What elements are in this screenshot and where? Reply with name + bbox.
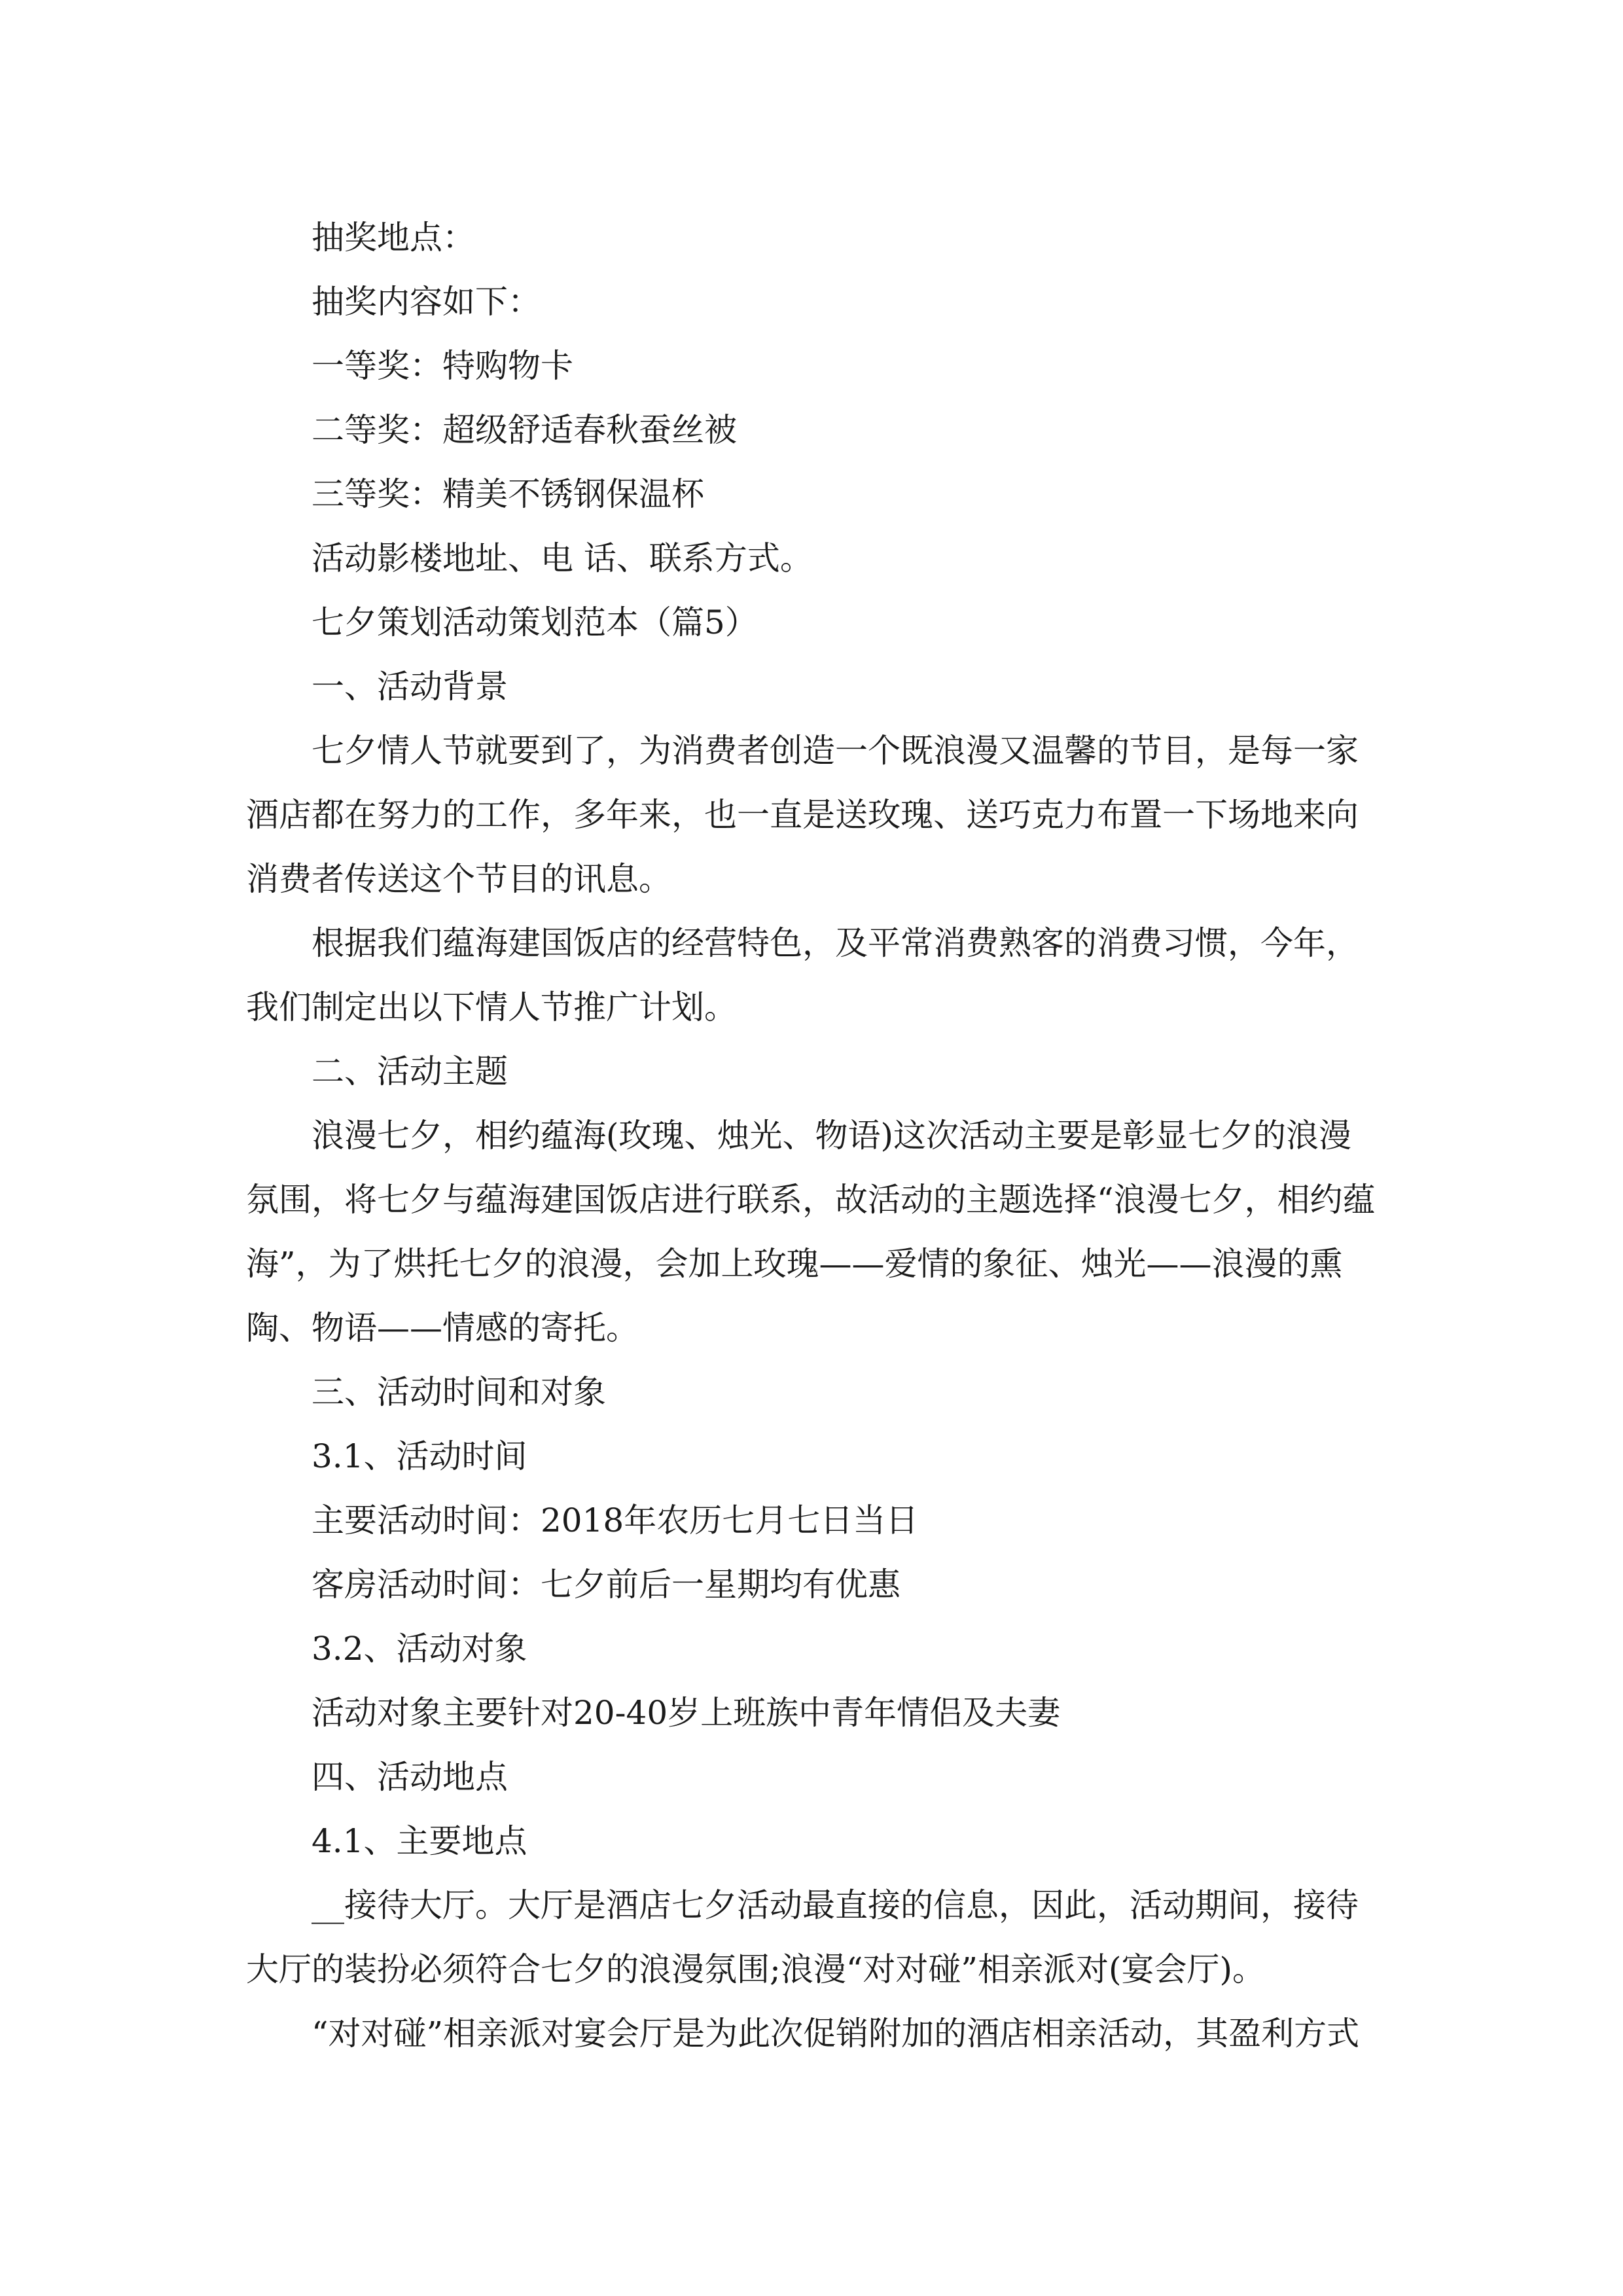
second-prize-line: 二等奖：超级舒适春秋蚕丝被	[312, 411, 737, 449]
lottery-location-line: 抽奖地点：	[312, 219, 475, 257]
subheading-time: 3.1、活动时间	[312, 1437, 527, 1475]
lottery-content-line: 抽奖内容如下：	[312, 283, 541, 321]
paragraph-lobby: __接待大厅。大厅是酒店七夕活动最直接的信息，因此，活动期间，接待大厅的装扮必须符合七夕的浪漫氛围;浪漫“对对碰”相亲派对(宴会厅)。	[246, 1886, 1359, 1988]
room-time-line: 客房活动时间：七夕前后一星期均有优惠	[312, 1566, 901, 1604]
paragraph-party: “对对碰”相亲派对宴会厅是为此次促销附加的酒店相亲活动，其盈利方式	[312, 2015, 1360, 2053]
heading-theme: 二、活动主题	[312, 1052, 508, 1090]
heading-time-audience: 三、活动时间和对象	[312, 1373, 606, 1411]
heading-background: 一、活动背景	[312, 668, 508, 706]
subheading-audience: 3.2、活动对象	[312, 1630, 527, 1668]
subheading-main-location: 4.1、主要地点	[312, 1822, 527, 1860]
paragraph-theme: 浪漫七夕，相约蕴海(玫瑰、烛光、物语)这次活动主要是彰显七夕的浪漫氛围，将七夕与蕴海建国饭店进行联系，故活动的主题选择“浪漫七夕，相约蕴海”，为了烘托七夕的浪漫，会加上玫瑰——爱情的象征、烛光——浪漫的熏陶、物语——情感的寄托。	[246, 1117, 1376, 1347]
section-title: 七夕策划活动策划范本（篇5）	[312, 603, 758, 641]
document-body	[246, 206, 1377, 2066]
contact-info-line: 活动影楼地址、电 话、联系方式。	[312, 539, 813, 577]
first-prize-line: 一等奖：特购物卡	[312, 347, 573, 385]
third-prize-line: 三等奖：精美不锈钢保温杯	[312, 475, 704, 513]
heading-location: 四、活动地点	[312, 1758, 508, 1796]
paragraph-background: 七夕情人节就要到了，为消费者创造一个既浪漫又温馨的节目，是每一家酒店都在努力的工作，多年来，也一直是送玫瑰、送巧克力布置一下场地来向消费者传送这个节目的讯息。	[246, 732, 1359, 898]
paragraph-plan: 根据我们蕴海建国饭店的经营特色，及平常消费熟客的消费习惯，今年，我们制定出以下情人节推广计划。	[246, 924, 1359, 1026]
audience-line: 活动对象主要针对20-40岁上班族中青年情侣及夫妻	[312, 1694, 1061, 1732]
main-time-line: 主要活动时间：2018年农历七月七日当日	[312, 1501, 919, 1539]
